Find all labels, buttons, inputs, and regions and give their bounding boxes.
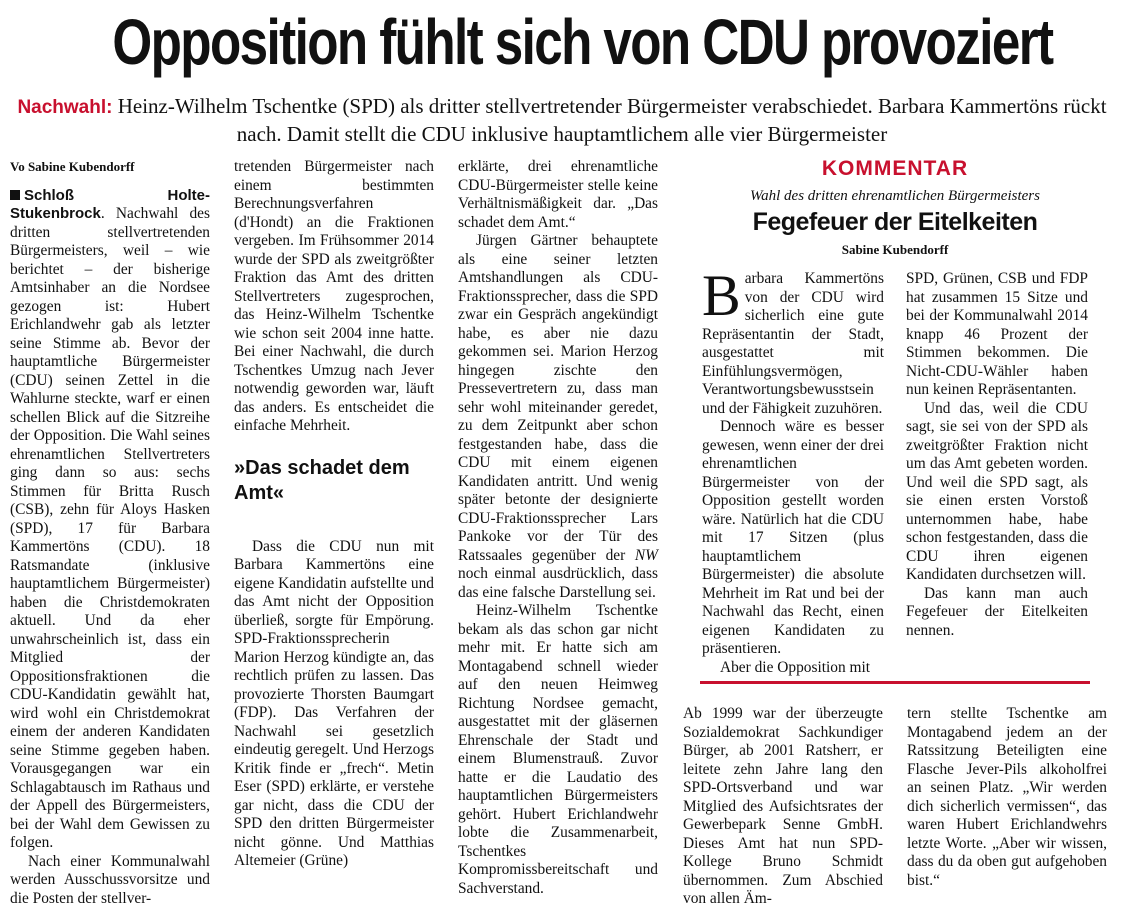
paragraph [702, 263, 884, 418]
paragraph-text: arbara Kammertöns von der CDU wird sicherlich eine gute Repräsentantin der Stadt, ausgestattet mit Einfühlungsvermögen, Verantwortungsbewusstsein und der Fähigkeit zuzuhören. [702, 270, 884, 417]
paragraph: Dass die CDU nun mit Barbara Kammertöns eine eigene Kandidatin aufstellte und das Amt nicht der Opposition überließ, sorgte für Empörung. SPD-Fraktionssprecherin Marion Herzog kündigte an, das rechtlich prüfen zu lassen. Das provozierte Thorsten Baumgart (FDP). Das Verfahren der Nachwahl sei gesetzlich eindeutig geregelt. Und Herzogs Kritik finde er „frech“. Metin Eser (SPD) erklärte, er verstehe gar nicht, dass die CDU der SPD den dritten Bürgermeister nicht gönne. Und Matthias Altemeier (Grüne) [234, 537, 435, 869]
paragraph: tretenden Bürgermeister nach einem bestimmten Berechnungsverfahren (d'Hondt) an die Fraktionen vergeben. Im Frühsommer 2014 wurde der SPD als zweitgrößter Fraktion das Amt des dritten Stellvertreters zugesprochen, das Heinz-Wilhelm Tschentke wie schon seit 2004 inne hatte. Bei einer Nachwahl, die durch Tschentkes Umzug nach Jever notwendig geworden war, läuft das anders. Es entscheidet die einfache Mehrheit. [234, 158, 434, 434]
commentary-title: Fegefeuer der Eitelkeiten [752, 208, 1038, 236]
paragraph: Und das, weil die CDU sagt, sie sei von der SPD als zweitgrößter Fraktion nicht um das Amt gebeten worden. Und weil die SPD sagt, als sie einen ersten Vorstoß unternommen habe, habe schon festgestanden, dass die CDU ihren eigenen Kandidaten durchsetzen will. [906, 399, 1088, 583]
paragraph [10, 187, 210, 853]
commentary-label: KOMMENTAR [821, 157, 969, 180]
section-divider [700, 681, 1090, 684]
commentary-author: Sabine Kubendorff [841, 242, 949, 257]
byline: Vo Sabine Kubendorff [10, 159, 135, 174]
paragraph [458, 232, 658, 602]
subheadline [8, 93, 1116, 148]
commentary-column-right [906, 270, 1088, 640]
subhead-kicker: Nachwahl: [17, 97, 113, 118]
article-column-5 [907, 705, 1107, 890]
commentary-subtitle: Wahl des dritten ehrenamtlichen Bürgermeisters [750, 188, 1040, 204]
subhead-text: Heinz-Wilhelm Tschentke (SPD) als dritter stellvertretender Bürgermeister verabschiedet. Barbara Kammertöns rückt nach. Damit stellt die CDU inklusive hauptamtlichem alle vier Bürgermeister [112, 94, 1107, 146]
paragraph: SPD, Grünen, CSB und FDP hat zusammen 15 Sitze und bei der Kommunalwahl 2014 knapp 46 Prozent der Stimmen bekommen. Die Nicht-CDU-Wähler haben nun keinen Repräsentanten. [906, 270, 1088, 398]
headline: Opposition fühlt sich von CDU provoziert [112, 6, 1053, 78]
paragraph: tern stellte Tschentke am Montagabend jedem an der Ratssitzung Beteiligten eine Flasche Jever-Pils alkoholfrei an seinen Platz. „Wir werden dich sicherlich vermissen“, das waren Hubert Erichlandwehrs letzte Worte. „Aber wir wissen, dass du da oben gut aufgehoben bist.“ [907, 705, 1107, 889]
paragraph-text: . Nachwahl des dritten stellvertretenden Bürgermeisters, weil – wie berichtet – der bisherige Amtsinhaber an die Nordsee gezogen ist: Hubert Erichlandwehr gab als letzter seine Stimme ab. Bevor der hauptamtliche Bürgermeister (CDU) seinen Zettel in die Wahlurne steckte, warf er einen schellen Blick auf die Sitzreihe der Opposition. Die Wahl seines ehrenamtlichen Stellvertreters ging dann so aus: sechs Stimmen für Britta Rusch (CSB), zehn für Aloys Hasken (SPD), 17 für Barbara Kammertöns (CDU). 18 Ratsmandate (inklusive hauptamtlichem Bürgermeister) haben die Christdemokraten aktuell. Und da eher unwahrscheinlich ist, dass ein Mitglied der Oppositionsfraktionen die CDU-Kandidatin gewählt hat, wird wohl ein Christdemokrat einem der anderen Kandidaten seine Stimme gegeben haben. Vorausgegangen war ein Schlagabtausch im Rathaus und der Appell des Bürgermeisters, bei der Wahl dem Gewissen zu folgen. [10, 205, 210, 851]
paragraph: Heinz-Wilhelm Tschentke bekam als das schon gar nicht mehr mit. Er hatte sich am Montagabend schnell wieder auf den neuen Heimweg Richtung Nordsee gemacht, ausgestattet mit der gläsernen Ehrenschale der Stadt und einem Blumenstrauß. Zuvor hatte er die Laudatio des hauptamtlichen Bürgermeisters gehört. Hubert Erichlandwehr lobte die Zusammenarbeit, Tschentkes Kompromissbereitschaft und Sachverstand. [458, 602, 658, 897]
pull-quote: »Das schadet dem Amt« [234, 456, 410, 504]
paragraph: Nach einer Kommunalwahl werden Ausschussvorsitze und die Posten der stellver- [10, 852, 210, 907]
paragraph-text: noch einmal ausdrücklich, dass das eine falsche Darstellung sei. [458, 565, 658, 601]
commentary-column-left [702, 263, 884, 677]
paragraph: Das kann man auch Fegefeuer der Eitelkeiten nennen. [906, 584, 1088, 639]
paragraph: Ab 1999 war der überzeugte Sozialdemokrat Sachkundiger Bürger, ab 2001 Ratsherr, er leitete zehn Jahre lang den SPD-Ortsverband und war Mitglied des Aufsichtsrates der Gewerbepark Senne GmbH. Dieses Amt hat nun SPD-Kollege Bruno Schmidt übernommen. Zum Abschied von allen Äm- [683, 705, 883, 907]
article-column-3 [458, 158, 658, 898]
paragraph: Aber die Opposition mit [720, 658, 871, 676]
article-column-1 [10, 158, 210, 908]
newspaper-abbrev: NW [634, 546, 658, 564]
article-column-4 [683, 705, 883, 909]
paragraph-text: Jürgen Gärtner behauptete als eine seiner letzten Amtshandlungen als CDU-Fraktionssprecher, dass die SPD zwar ein Gespräch angekündigt habe, es aber nie dazu gekommen sei. Marion Herzog hingegen zischte den Pressevertretern zu, dass man sehr wohl miteinander geredet, zu dem Zeitpunkt aber schon festgestanden habe, dass die CDU mit einem eigenen Kandidaten antritt. Und wenig später betonte der designierte CDU-Fraktionssprecher Lars Pankoke vor der Tür des Ratssaales gegenüber der [458, 232, 658, 564]
dateline: Schloß Holte-Stukenbrock [10, 186, 210, 222]
paragraph: erklärte, drei ehrenamtliche CDU-Bürgermeister stelle keine Verhältnismäßigkeit dar. „Das schadet dem Amt.“ [458, 158, 658, 231]
article-column-2 [234, 158, 434, 871]
paragraph: Dennoch wäre es besser gewesen, wenn einer der drei ehrenamtlichen Bürgermeister von der Opposition gestellt worden wäre. Natürlich hat die CDU mit 17 Sitzen (plus hauptamtlichem Bürgermeister) die absolute Mehrheit im Rat und bei der Nachwahl das Recht, einen eigenen Kandidaten zu präsentieren. [702, 418, 884, 657]
drop-cap: B [702, 263, 741, 328]
